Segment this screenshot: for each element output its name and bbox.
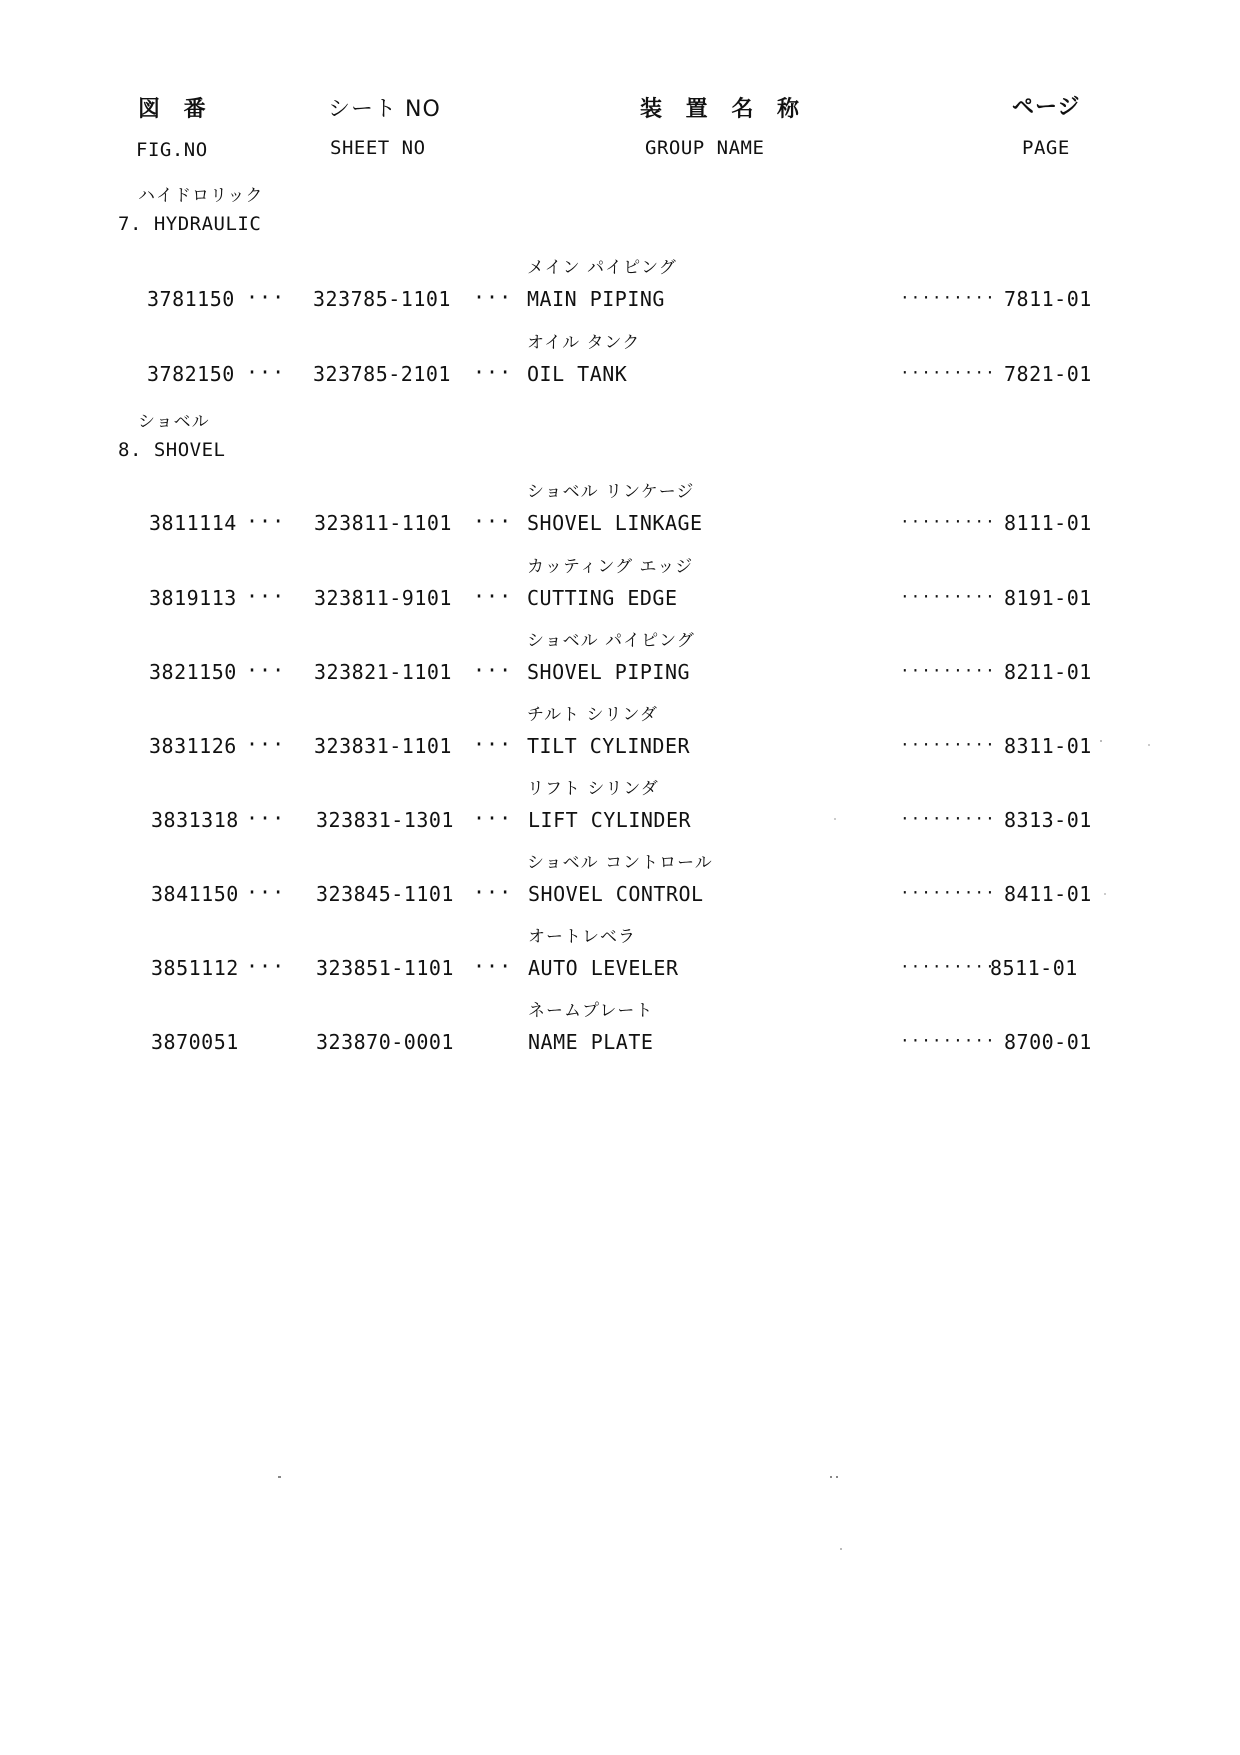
row-separator: ···: [473, 732, 513, 756]
row-leader: ·········: [900, 735, 996, 754]
row-leader: ·········: [900, 1031, 996, 1050]
scan-speck: [1148, 744, 1150, 746]
row-group-name: SHOVEL PIPING: [527, 660, 691, 684]
row-group-name: CUTTING EDGE: [527, 586, 678, 610]
row-sheet-no: 323811-1101: [314, 511, 452, 535]
section-kana: ショベル: [138, 412, 210, 432]
row-sheet-no: 323785-1101: [313, 287, 451, 311]
row-page: 8311-01: [1004, 734, 1092, 758]
row-separator: ···: [246, 732, 286, 756]
header-sheet-jp: シート NO: [328, 97, 441, 122]
scan-speck: [836, 1476, 838, 1478]
row-sheet-no: 323811-9101: [314, 586, 452, 610]
row-separator: ···: [473, 954, 513, 978]
header-page-jp: ページ: [1012, 95, 1081, 120]
row-leader: ·········: [900, 957, 996, 976]
row-page: 8313-01: [1004, 808, 1092, 832]
row-sheet-no: 323831-1101: [314, 734, 452, 758]
row-fig-no: 3870051: [151, 1030, 239, 1054]
header-sheet-en: SHEET NO: [330, 137, 426, 159]
row-leader: ·········: [900, 661, 996, 680]
row-leader: ·········: [900, 883, 996, 902]
row-separator: ···: [246, 880, 286, 904]
row-leader: ·········: [900, 587, 996, 606]
section-title: 8. SHOVEL: [118, 439, 226, 461]
scan-speck: [1100, 740, 1102, 742]
scan-speck: [830, 1476, 832, 1478]
row-page: 8211-01: [1004, 660, 1092, 684]
header-page-en: PAGE: [1022, 137, 1070, 159]
row-sheet-no: 323845-1101: [316, 882, 454, 906]
row-kana: ネームプレート: [528, 1001, 654, 1021]
row-separator: ···: [473, 509, 513, 533]
scan-speck: [840, 1548, 842, 1550]
row-group-name: MAIN PIPING: [527, 287, 665, 311]
row-separator: ···: [246, 285, 286, 309]
row-separator: ···: [246, 806, 286, 830]
row-fig-no: 3831318: [151, 808, 239, 832]
row-group-name: OIL TANK: [527, 362, 628, 386]
row-separator: ···: [473, 880, 513, 904]
row-kana: ショベル コントロール: [527, 853, 713, 873]
row-page: 8111-01: [1004, 511, 1092, 535]
header-group-jp: 装 置 名 称: [640, 97, 807, 122]
scan-speck: [834, 818, 836, 820]
row-page: 8700-01: [1004, 1030, 1092, 1054]
section-title: 7. HYDRAULIC: [118, 213, 262, 235]
row-group-name: LIFT CYLINDER: [528, 808, 692, 832]
row-separator: ···: [246, 509, 286, 533]
row-separator: ···: [473, 806, 513, 830]
scan-speck: [278, 1476, 281, 1478]
row-separator: ···: [473, 285, 513, 309]
row-leader: ·········: [900, 809, 996, 828]
row-fig-no: 3831126: [149, 734, 237, 758]
row-kana: オイル タンク: [527, 333, 641, 353]
row-kana: リフト シリンダ: [527, 779, 659, 799]
row-sheet-no: 323831-1301: [316, 808, 454, 832]
row-kana: オートレベラ: [528, 927, 636, 947]
row-fig-no: 3851112: [151, 956, 239, 980]
row-fig-no: 3819113: [149, 586, 237, 610]
header-fig-jp: 図 番: [138, 97, 214, 122]
row-group-name: SHOVEL LINKAGE: [527, 511, 703, 535]
row-separator: ···: [246, 658, 286, 682]
row-page: 8511-01: [990, 956, 1078, 980]
row-sheet-no: 323851-1101: [316, 956, 454, 980]
header-fig-en: FIG.NO: [136, 139, 208, 161]
row-separator: ···: [473, 658, 513, 682]
header-group-en: GROUP NAME: [645, 137, 765, 159]
row-page: 8191-01: [1004, 586, 1092, 610]
row-separator: ···: [473, 584, 513, 608]
row-leader: ·········: [900, 288, 996, 307]
row-kana: カッティング エッジ: [527, 557, 694, 577]
row-sheet-no: 323821-1101: [314, 660, 452, 684]
row-leader: ·········: [900, 363, 996, 382]
row-fig-no: 3811114: [149, 511, 237, 535]
row-kana: チルト シリンダ: [527, 705, 658, 725]
row-fig-no: 3821150: [149, 660, 237, 684]
row-kana: ショベル パイピング: [527, 631, 695, 651]
section-kana: ハイドロリック: [138, 186, 264, 206]
row-fig-no: 3782150: [147, 362, 235, 386]
row-fig-no: 3841150: [151, 882, 239, 906]
row-group-name: SHOVEL CONTROL: [528, 882, 704, 906]
row-page: 8411-01: [1004, 882, 1092, 906]
row-group-name: NAME PLATE: [528, 1030, 654, 1054]
row-leader: ·········: [900, 512, 996, 531]
scan-speck: [1104, 893, 1106, 895]
row-sheet-no: 323785-2101: [313, 362, 451, 386]
row-page: 7811-01: [1004, 287, 1092, 311]
row-group-name: AUTO LEVELER: [528, 956, 679, 980]
row-fig-no: 3781150: [147, 287, 235, 311]
row-kana: ショベル リンケージ: [527, 482, 695, 502]
row-separator: ···: [473, 360, 513, 384]
row-separator: ···: [246, 954, 286, 978]
row-sheet-no: 323870-0001: [316, 1030, 454, 1054]
row-separator: ···: [246, 584, 286, 608]
row-separator: ···: [246, 360, 286, 384]
row-kana: メイン パイピング: [527, 258, 677, 278]
row-page: 7821-01: [1004, 362, 1092, 386]
row-group-name: TILT CYLINDER: [527, 734, 691, 758]
